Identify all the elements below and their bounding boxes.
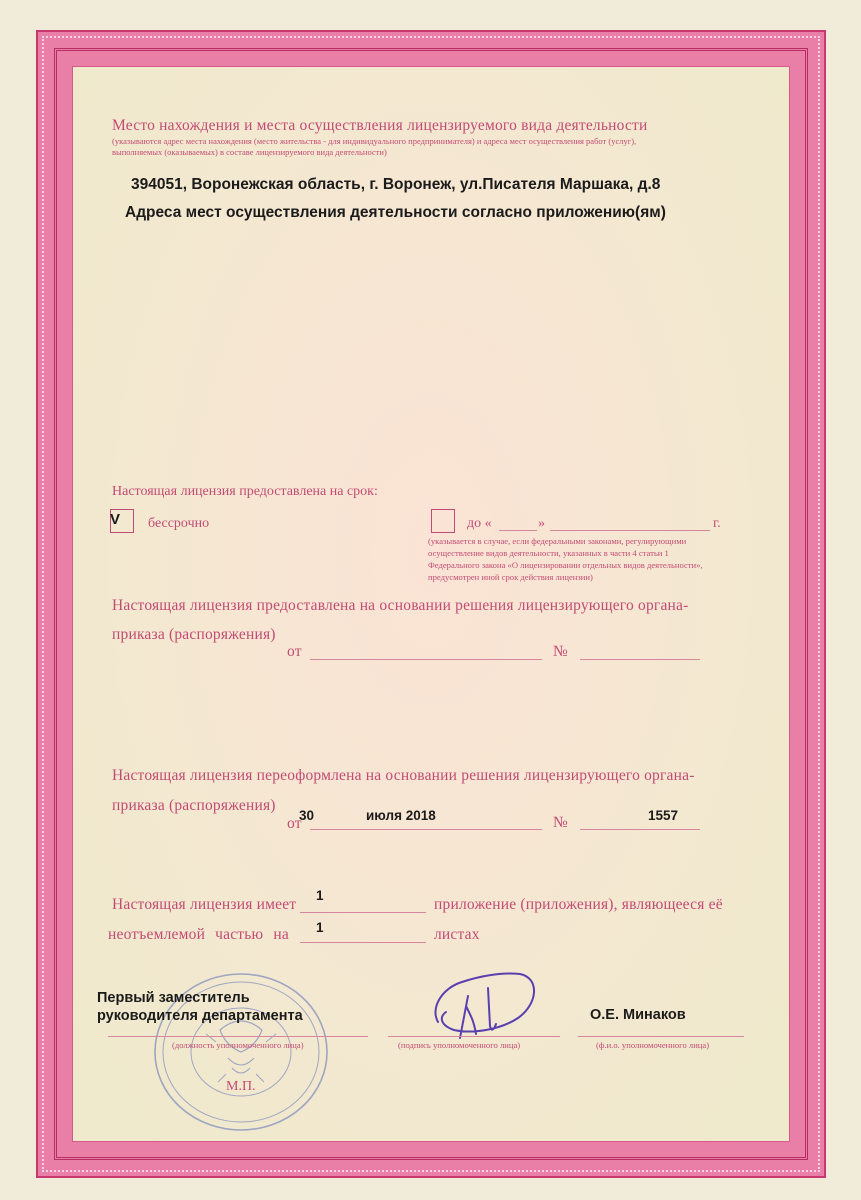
grant-line-1: Настоящая лицензия предоставлена на основании решения лицензирующего органа- xyxy=(112,597,689,614)
appendix-count-value: 1 xyxy=(316,888,324,903)
reissue-number-label: № xyxy=(553,814,568,831)
until-prefix: до « xyxy=(467,516,492,531)
term-heading: Настоящая лицензия предоставлена на срок: xyxy=(112,484,378,499)
sheets-count-value: 1 xyxy=(316,920,324,935)
reissue-number-line xyxy=(580,829,700,830)
appendix-count-line xyxy=(300,912,426,913)
until-month-line xyxy=(550,530,710,531)
location-subnote-2: выполняемых (оказываемых) в составе лицензируемого вида деятельности) xyxy=(112,147,387,157)
position-line-2: руководителя департамента xyxy=(97,1008,303,1024)
signature-caption: (подпись уполномоченного лица) xyxy=(398,1040,521,1050)
position-caption: (должность уполномоченного лица) xyxy=(172,1040,304,1050)
activity-addresses-value: Адреса мест осуществления деятельности согласно приложению(ям) xyxy=(125,204,666,221)
name-caption: (ф.и.о. уполномоченного лица) xyxy=(596,1040,710,1050)
position-line-1: Первый заместитель xyxy=(97,990,250,1006)
grant-number-label: № xyxy=(553,643,568,660)
grant-from-label: от xyxy=(287,643,302,660)
until-year-suffix: г. xyxy=(713,516,721,531)
appendix-line-1-suffix: приложение (приложения), являющееся её xyxy=(434,896,723,913)
reissue-line-1: Настоящая лицензия переоформлена на основании решения лицензирующего органа- xyxy=(112,767,695,784)
address-value: 394051, Воронежская область, г. Воронеж, ул.Писателя Маршака, д.8 xyxy=(131,176,661,193)
position-line xyxy=(108,1036,368,1037)
appendix-line-2-suffix: листах xyxy=(434,926,480,943)
grant-number-line xyxy=(580,659,700,660)
until-date-checkbox xyxy=(431,509,455,533)
until-day-line xyxy=(499,530,537,531)
sheets-count-line xyxy=(300,942,426,943)
appendix-line-2-prefix: неотъемлемой частью на xyxy=(108,926,289,943)
reissue-date-line xyxy=(310,829,542,830)
indefinite-label: бессрочно xyxy=(148,516,210,531)
indefinite-check-mark: V xyxy=(110,511,121,528)
location-subnote-1: (указываются адрес места нахождения (место жительства - для индивидуального предпринимателя) и адреса мест осуществления работ (услуг), xyxy=(112,136,637,146)
grant-date-line xyxy=(310,659,542,660)
term-note-3: Федерального закона «О лицензировании отдельных видов деятельности», xyxy=(428,560,703,570)
seal-label: М.П. xyxy=(226,1079,256,1094)
signature-line xyxy=(388,1036,560,1037)
authorized-person-name: О.Е. Минаков xyxy=(590,1007,686,1023)
grant-line-2: приказа (распоряжения) xyxy=(112,626,276,643)
name-line xyxy=(578,1036,744,1037)
reissue-line-2: приказа (распоряжения) xyxy=(112,797,276,814)
location-heading: Место нахождения и места осуществления лицензируемого вида деятельности xyxy=(112,117,648,134)
reissue-day-value: 30 xyxy=(299,808,315,823)
reissue-from-label: от xyxy=(287,815,302,832)
reissue-month-year-value: июля 2018 xyxy=(366,808,436,823)
appendix-line-1-prefix: Настоящая лицензия имеет xyxy=(112,896,297,913)
until-quote-close: » xyxy=(538,516,545,531)
term-note-4: предусмотрен иной срок действия лицензии) xyxy=(428,572,593,582)
term-note-2: осуществление видов деятельности, указанных в части 4 статьи 1 xyxy=(428,548,669,558)
reissue-number-value: 1557 xyxy=(648,808,679,823)
term-note-1: (указывается в случае, если федеральными законами, регулирующими xyxy=(428,536,687,546)
